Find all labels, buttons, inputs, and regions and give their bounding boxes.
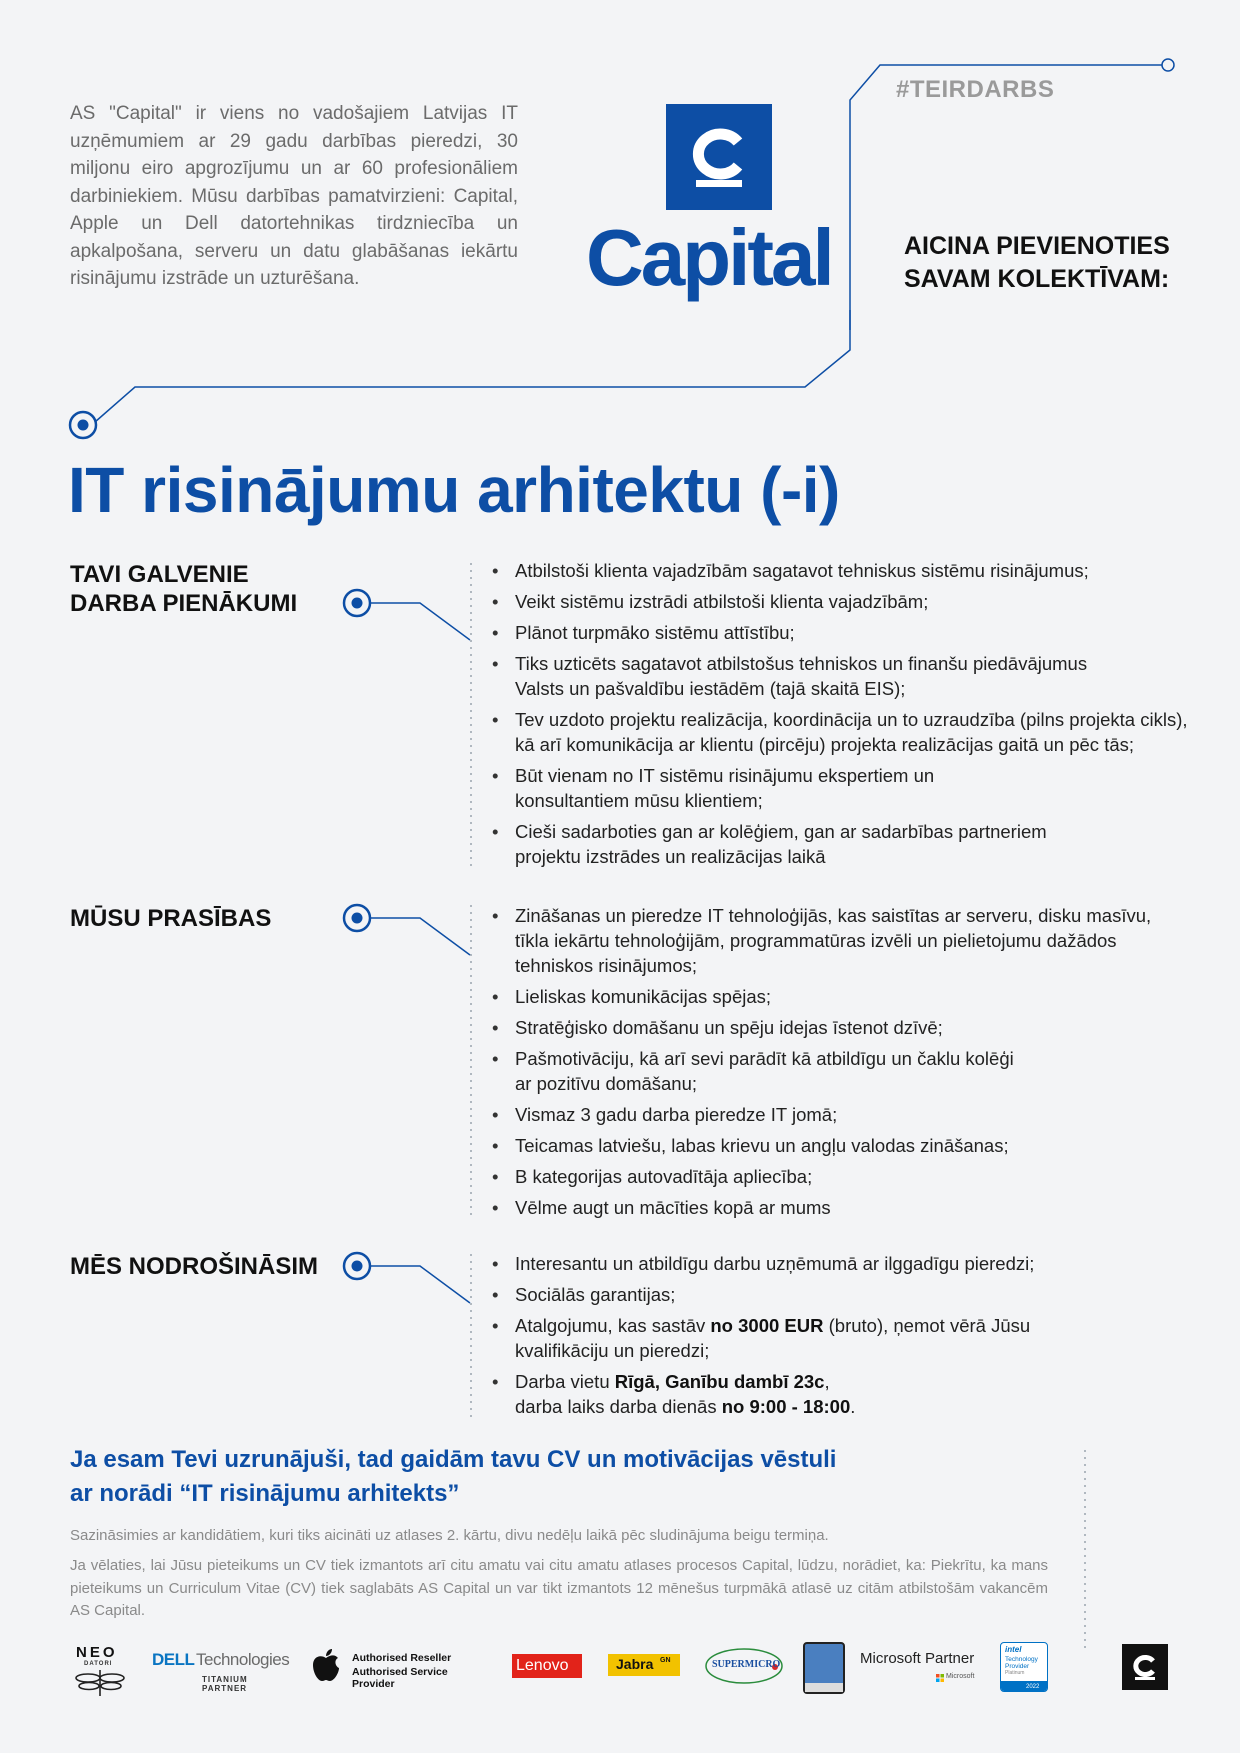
list-item [492, 1102, 1232, 1127]
list-item-line: kā arī komunikācija ar klientu (pircēju) projekta realizācijas gaitā un pēc tās; [515, 734, 1135, 755]
list-item [492, 651, 1232, 701]
invite-line: SAVAM KOLEKTĪVAM: [904, 265, 1170, 293]
dell-partner-level: TITANIUM PARTNER [202, 1675, 248, 1693]
list-item-line: Atbilstoši klienta vajadzībām sagatavot tehniskus sistēmu risinājumus; [515, 560, 1089, 581]
jabra-gn-text: GN [660, 1657, 671, 1664]
dell-logo-text: DELL [152, 1650, 195, 1669]
consent-note: Ja vēlaties, lai Jūsu pieteikums un CV tiek izmantots arī citu amatu vai citu amatu atlases procesos Capital, lūdzu, norādiet, ka: Piekrītu, ka mans pieteikums un Curriculum Vitae (CV) tiek saglabāts AS Capital un var tikt izmantots 12 mēnešus turpmākā atlasē uz citām atbilstošām vakancēm AS Capital. [70, 1557, 1048, 1619]
list-item-line: Lieliskas komunikācijas spējas; [515, 986, 772, 1007]
apple-badge-line: Authorised Reseller [352, 1652, 452, 1664]
list-item-line: Cieši sadarboties gan ar kolēģiem, gan ar sadarbības partneriem [515, 821, 1047, 842]
company-intro: AS "Capital" ir viens no vadošajiem Latvijas IT uzņēmumiem ar 29 gadu darbības pieredzi, 30 miljonu eiro apgrozījumu un ar 60 profesionāliem darbiniekiem. Mūsu darbības pamatvirzieni: Capital, Apple un Dell datortehnikas tirdzniecība un apkalpošana, serveru un datu glabāšanas iekārtu risinājumu izstrāde un uzturēšana. [70, 103, 518, 289]
list-item [492, 763, 1232, 813]
call-to-action [70, 1443, 836, 1511]
microsoft-partner-text: Microsoft Partner [860, 1650, 975, 1667]
list-item-line: Teicamas latviešu, labas krievu un angļu valodas zināšanas; [515, 1135, 1009, 1156]
intel-provider-badge [1000, 1642, 1048, 1692]
list-item-line: Tev uzdoto projektu realizācija, koordinācija un to uzraudzība (pilns projekta cikls), [515, 709, 1188, 730]
apple-badge-line: Authorised Service Provider [352, 1666, 448, 1690]
list-item-line: Stratēģisko domāšanu un spēju idejas īstenot dzīvē; [515, 1017, 943, 1038]
list-item-line: tīkla iekārtu tehnoloģijām, programmatūras izvēli un pielietojumu dažādos [515, 930, 1117, 951]
list-item [492, 1313, 1232, 1363]
list-item [492, 903, 1232, 978]
section-heading-duties [70, 560, 297, 618]
list-item-line: konsultantiem mūsu klientiem; [515, 790, 763, 811]
heading-line: MŪSU PRASĪBAS [70, 905, 272, 932]
invite-line: AICINA PIEVIENOTIES [904, 232, 1170, 260]
capital-logo-wordmark: Capital [586, 213, 832, 302]
dell-logo-tech: Technologies [196, 1650, 290, 1669]
cta-line: Ja esam Tevi uzrunājuši, tad gaidām tavu CV un motivācijas vēstuli [70, 1446, 837, 1473]
list-item [492, 1133, 1232, 1158]
list-item [492, 558, 1232, 583]
hashtag: #TEIRDARBS [896, 76, 1055, 103]
duties-list [492, 558, 1232, 875]
node-target-icon [344, 1253, 370, 1279]
list-item-line: Vismaz 3 gadu darba pieredze IT jomā; [515, 1104, 838, 1125]
supermicro-logo-text: SUPERMICRO [712, 1659, 781, 1670]
heading-line: DARBA PIENĀKUMI [70, 590, 298, 617]
list-item-line: Valsts un pašvaldību iestādēm (tajā skaitā EIS); [515, 678, 906, 699]
panasonic-badge-icon [803, 1642, 845, 1694]
list-item-line: ar pozitīvu domāšanu; [515, 1073, 698, 1094]
salary-amount: no 3000 EUR [710, 1315, 824, 1336]
microsoft-partner-logo [860, 1650, 990, 1690]
dragonfly-icon [74, 1668, 126, 1698]
location-text: , [824, 1371, 830, 1392]
salary-text: (bruto), ņemot vērā Jūsu [823, 1315, 1031, 1336]
neo-logo-sub: DATORI [84, 1661, 113, 1667]
job-title: IT risinājumu arhitektu (-i) [68, 454, 840, 526]
section-heading-benefits [70, 1252, 318, 1281]
list-item [492, 1015, 1232, 1040]
apple-authorised-logo [312, 1648, 492, 1688]
requirements-list [492, 903, 1232, 1226]
node-target-icon [344, 590, 370, 616]
list-item-line: B kategorijas autovadītāja apliecība; [515, 1166, 813, 1187]
list-item [492, 1164, 1232, 1189]
cta-line: ar norādi “IT risinājumu arhitekts” [70, 1480, 460, 1507]
list-item [492, 984, 1232, 1009]
lenovo-logo-text: Lenovo [516, 1657, 569, 1674]
intel-badge-line: Platinum [1005, 1670, 1025, 1676]
list-item [492, 819, 1232, 869]
neo-datori-logo [70, 1644, 130, 1700]
partner-logos [0, 1636, 1240, 1716]
microsoft-icon [936, 1674, 944, 1682]
work-hours: no 9:00 - 18:00 [721, 1396, 851, 1417]
dell-technologies-logo [152, 1650, 292, 1693]
list-item [492, 1369, 1232, 1419]
location-text: . [850, 1396, 856, 1417]
node-endpoint-icon [1162, 59, 1174, 71]
list-item-line: Būt vienam no IT sistēmu risinājumu ekspertiem un [515, 765, 935, 786]
list-item-line: Veikt sistēmu izstrādi atbilstoši klienta vajadzībām; [515, 591, 929, 612]
list-item-line: Vēlme augt un mācīties kopā ar mums [515, 1197, 831, 1218]
list-item-line: Plānot turpmāko sistēmu attīstību; [515, 622, 795, 643]
list-item: • Interesantu un atbildīgu darbu uzņēmumā ar ilggadīgu pieredzi; [492, 1251, 1232, 1276]
intel-badge-line: Technology [1005, 1656, 1038, 1663]
list-item [492, 1195, 1232, 1220]
list-item [492, 1046, 1232, 1096]
intel-year: 2022 [1026, 1684, 1040, 1690]
selection-note: Sazināsimies ar kandidātiem, kuri tiks aicināti uz atlases 2. kārtu, divu nedēļu laikā pēc sludinājuma beigu termiņa. [70, 1527, 829, 1544]
intel-badge-line: Provider [1005, 1663, 1030, 1670]
work-address: Rīgā, Ganību dambī 23c [614, 1371, 825, 1392]
supermicro-logo [704, 1646, 784, 1686]
heading-line: TAVI GALVENIE [70, 561, 249, 588]
capital-small-logo-icon [1122, 1644, 1168, 1690]
neo-logo-text: NEO [76, 1644, 118, 1661]
location-text: Darba vietu [515, 1371, 615, 1392]
jabra-logo [608, 1654, 680, 1676]
jabra-logo-text: Jabra [616, 1656, 654, 1672]
list-item: • Sociālās garantijas; [492, 1282, 1232, 1307]
list-item-line: tehniskos risinājumos; [515, 955, 697, 976]
microsoft-sub-text: Microsoft [946, 1673, 975, 1680]
apple-icon [312, 1648, 340, 1682]
list-item-line: projektu izstrādes un realizācijas laikā [515, 846, 826, 867]
section-heading-requirements [70, 904, 271, 933]
list-item [492, 620, 1232, 645]
node-target-icon [70, 412, 96, 438]
heading-line: MĒS NODROŠINĀSIM [70, 1253, 319, 1280]
invite-heading [904, 230, 1170, 296]
lenovo-logo [512, 1654, 582, 1678]
node-target-icon [344, 905, 370, 931]
intel-logo-text: intel [1005, 1645, 1022, 1654]
salary-text: kvalifikāciju un pieredzi; [515, 1340, 710, 1361]
salary-text: Atalgojumu, kas sastāv [515, 1315, 711, 1336]
list-item-line: Pašmotivāciju, kā arī sevi parādīt kā atbildīgu un čaklu kolēģi [515, 1048, 1014, 1069]
list-item [492, 589, 1232, 614]
capital-logo-mark-icon [666, 104, 772, 210]
list-item-line: Tiks uzticēts sagatavot atbilstošus tehniskos un finanšu piedāvājumus [515, 653, 1088, 674]
list-item-line: Zināšanas un pieredze IT tehnoloģijās, kas saistītas ar serveru, disku masīvu, [515, 905, 1152, 926]
location-text: darba laiks darba dienās [515, 1396, 722, 1417]
list-item [492, 707, 1232, 757]
benefits-list [492, 1251, 1232, 1425]
